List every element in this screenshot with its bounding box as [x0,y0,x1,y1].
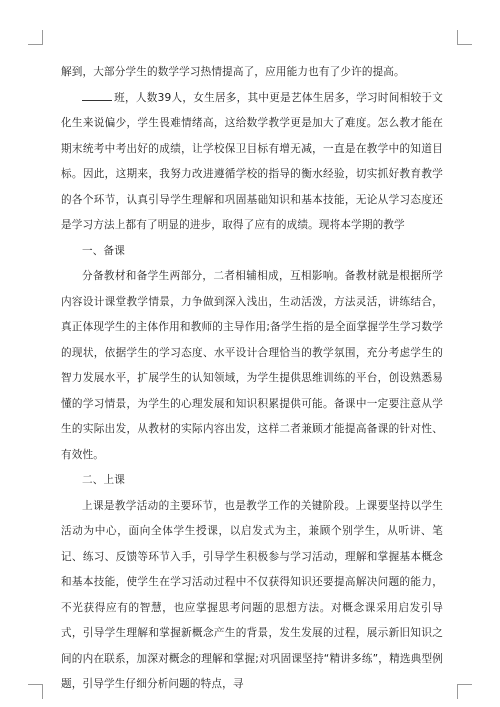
page-corner-mark-bottom-right [457,684,472,699]
section-heading-teaching: 二、上课 [82,474,125,486]
paragraph-lesson-prep: 分备教材和备学生两部分，二者相辅相成，互相影响。备教材就是根据所学内容设计课堂教学情景，力争做到深入浅出，生动活泼，方法灵活，讲练结合，真正体现学生的主体作用和教师的主导作用;备学生指的是全面掌握学生学习数学的现状，依据学生的学习态度、水平设计合理恰当的教学氛围，充分考虑学生的智力发展水平，扩展学生的认知领域，为学生提供思维训练的平台，创设熟悉易懂的学习情景，为学生的心理发展和知识积累提供可能。备课中一定要注意从学生的实际出发，从教材的实际内容出发，这样二者兼顾才能提高备课的针对性、有效性。 [61,270,443,461]
paragraph-teaching: 上课是教学活动的主要环节，也是教学工作的关键阶段。上课要坚持以学生活动为中心，面向全体学生授课，以启发式为主，兼顾个别学生，从听讲、笔记、练习、反馈等环节入手，引导学生积极参与学习活动，理解和掌握基本概念和基本技能，使学生在学习活动过程中不仅获得知识还要提高解决问题的能力，不光获得应有的智慧，也应掌握思考问题的思想方法。对概念课采用启发引导式，引导学生理解和掌握新概念产生的背景，发生发展的过程，展示新旧知识之间的内在联系，加深对概念的理解和掌握;对巩固课坚持“精讲多练”，精选典型例题，引导学生仔细分析问题的特点，寻 [61,499,443,690]
section-heading-lesson-prep: 一、备课 [82,244,125,257]
page-corner-mark-top-right [457,30,472,45]
page-corner-mark-top-left [28,30,43,45]
paragraph-class-overview [61,86,443,239]
paragraph-class-overview-text: 班，人数39人，女生居多，其中更是艺体生居多，学习时间相较于文化生来说偏少，学生畏难情绪高，这给数学教学更是加大了难度。怎么教才能在期末统考中考出好的成绩，让学校保卫目标有增无减，一直是在教学中的知道目标。因此，这期来，我努力改进遵循学校的指导的衡水经验，切实抓好教育教学的各个环节，认真引导学生理解和巩固基础知识和基本技能，无论从学习态度还是学习方法上都有了明显的进步，取得了应有的成绩。现将本学期的教学 [61,91,443,231]
document-body [61,60,443,698]
paragraph-intro-continuation: 解到，大部分学生的数学学习热情提高了，应用能力也有了少许的提高。 [61,66,405,78]
fill-in-blank [82,89,112,101]
page-corner-mark-bottom-left [28,684,43,699]
